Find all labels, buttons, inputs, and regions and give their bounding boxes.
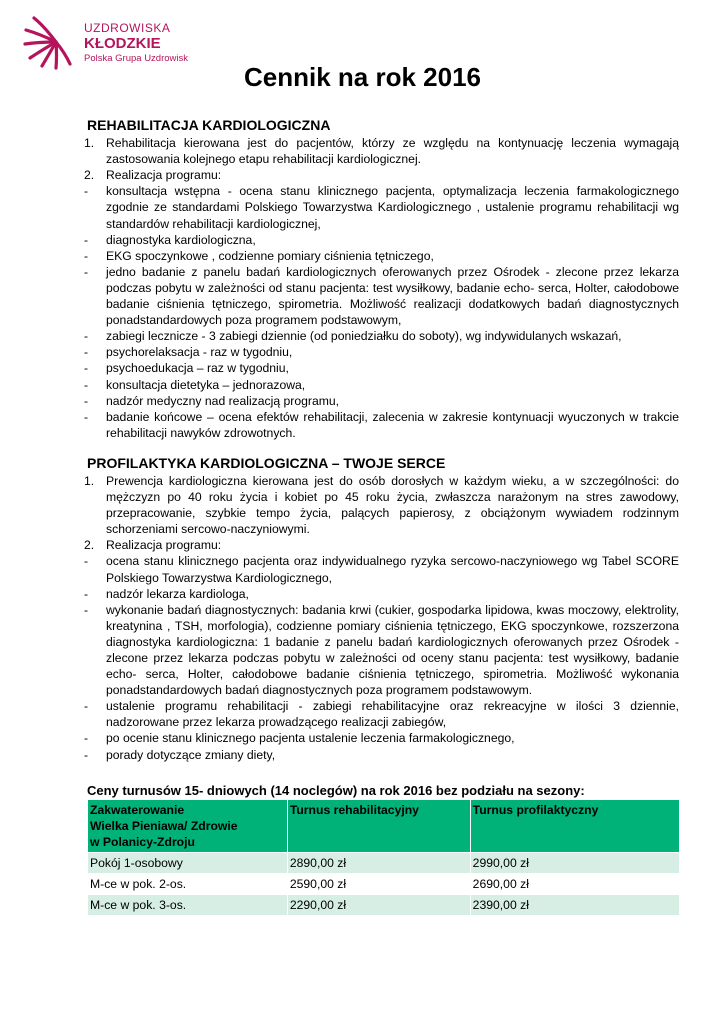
list-text: porady dotyczące zmiany diety, <box>106 747 276 762</box>
list-text: zabiegi lecznicze - 3 zabiegi dziennie (od poniedziałku do soboty), wg indywidulanych wskazań, <box>106 329 622 344</box>
list-item <box>84 167 679 183</box>
list-marker: - <box>84 554 89 569</box>
table-cell: 2690,00 zł <box>470 873 679 894</box>
list-item <box>84 344 679 360</box>
list-marker: 2. <box>84 168 95 183</box>
list-marker: - <box>84 232 89 247</box>
list-text: ocena stanu klinicznego pacjenta oraz indywidualnego ryzyka sercowo-naczyniowego wg Tabel SCORE Polskiego Towarzystwa Kardiologicznego, <box>106 554 679 585</box>
list-item <box>84 183 679 231</box>
section2-list <box>84 473 679 763</box>
table-row <box>88 894 680 915</box>
logo-line3: Polska Grupa Uzdrowisk <box>84 53 189 64</box>
logo-line1: UZDROWISKA <box>84 21 171 35</box>
list-item <box>84 360 679 376</box>
list-text: konsultacja dietetyka – jednorazowa, <box>106 377 306 392</box>
table-row <box>88 873 680 894</box>
list-text: psychoedukacja – raz w tygodniu, <box>106 361 289 376</box>
list-marker: 2. <box>84 538 95 553</box>
list-marker: - <box>84 731 89 746</box>
list-text: diagnostyka kardiologiczna, <box>106 232 256 247</box>
list-item <box>84 586 679 602</box>
list-marker: - <box>84 699 89 714</box>
table-cell: 2990,00 zł <box>470 852 679 873</box>
list-marker: 1. <box>84 473 95 488</box>
list-item <box>84 602 679 699</box>
table-cell: 2290,00 zł <box>287 894 470 915</box>
list-item <box>84 328 679 344</box>
list-item <box>84 747 679 763</box>
list-item <box>84 698 679 730</box>
section2-heading: PROFILAKTYKA KARDIOLOGICZNA – TWOJE SERCE <box>87 454 446 471</box>
list-marker: - <box>84 393 89 408</box>
section1-heading: REHABILITACJA KARDIOLOGICZNA <box>87 117 331 133</box>
list-marker: - <box>84 409 89 424</box>
list-text: Rehabilitacja kierowana jest do pacjentów, którzy ze względu na kontynuację leczenia wymagają zastosowania kolejnego etapu rehabilitacji kardiologicznej. <box>106 136 679 167</box>
list-item <box>84 730 679 746</box>
price-table <box>87 800 679 915</box>
table-cell: 2390,00 zł <box>470 894 679 915</box>
list-text: po ocenie stanu klinicznego pacjenta ustalenie leczenia farmakologicznego, <box>106 731 515 746</box>
list-item <box>84 377 679 393</box>
col-header-rehab: Turnus rehabilitacyjny <box>287 800 470 853</box>
col-header-accommodation: Zakwaterowanie Wielka Pieniawa/ Zdrowie w Polanicy-Zdroju <box>88 800 288 853</box>
table-cell: M-ce w pok. 2-os. <box>88 873 288 894</box>
list-text: nadzór lekarza kardiologa, <box>106 586 249 601</box>
price-table-header <box>88 800 680 853</box>
list-item <box>84 248 679 264</box>
list-text: psychorelaksacja - raz w tygodniu, <box>106 345 293 360</box>
list-marker: - <box>84 361 89 376</box>
table-cell: Pokój 1-osobowy <box>88 852 288 873</box>
page-title: Cennik na rok 2016 <box>244 62 481 92</box>
document-body <box>84 117 679 915</box>
list-marker: - <box>84 248 89 263</box>
table-row <box>88 852 680 873</box>
list-marker: - <box>84 345 89 360</box>
prices-heading: Ceny turnusów 15- dniowych (14 noclegów) na rok 2016 bez podziału na sezony: <box>87 782 585 798</box>
list-text: konsultacja wstępna - ocena stanu klinicznego pacjenta, optymalizacja leczenia farmakologicznego zgodnie ze standardami Polskiego Towarzystwa Kardiologicznego , ustalenie programu rehabilitacji wg standardów rehabilitacji kardiologicznej, <box>106 184 679 231</box>
list-text: wykonanie badań diagnostycznych: badania krwi (cukier, gospodarka lipidowa, kwas moczowy, elektrolity, kreatynina , TSH, morfologia), codzienne pomiary ciśnienia tętniczego, EKG spoczynkowe, rozszerzona diagnostyka kardiologiczna: 1 badanie z panelu badań kardiologicznych oferowanych przez Ośrodek - zlecone przez lekarza podczas pobytu w zależności od oceny stanu pacjenta: test wysiłkowy, badanie echo- serca, Holter, całodobowe badanie ciśnienia tętniczego, spirometria. Możliwość wykonania ponadstandardowych badań diagnostycznych poza programem podstawowym. <box>106 602 679 698</box>
list-text: Realizacja programu: <box>106 538 222 553</box>
list-text: jedno badanie z panelu badań kardiologicznych oferowanych przez Ośrodek - zlecone przez lekarza podczas pobytu w zależności od stanu pacjenta: test wysiłkowy, badanie echo- serca, Holter, całodobowe badanie ciśnienia tętniczego, spirometria. Możliwość realizacji dodatkowych badań diagnostycznych ponadstandardowych poza programem podstawowym, <box>106 264 679 328</box>
list-item <box>84 232 679 248</box>
list-marker: - <box>84 377 89 392</box>
table-cell: M-ce w pok. 3-os. <box>88 894 288 915</box>
list-marker: - <box>84 264 89 279</box>
logo-text <box>84 22 188 64</box>
list-item <box>84 553 679 585</box>
list-item <box>84 473 679 537</box>
list-text: ustalenie programu rehabilitacji - zabiegi rehabilitacyjne oraz rekreacyjne w ilości 3 dziennie, nadzorowane przez lekarza prowadzącego realizacji zabiegów, <box>106 699 679 730</box>
list-item <box>84 393 679 409</box>
list-text: Prewencja kardiologiczna kierowana jest do osób dorosłych w każdym wieku, a w szczególności: do mężczyzn po 40 roku życia i kobiet po 45 roku życia, zwłaszcza narażonym na stres zawodowy, przepracowanie, szybkie tempo życia, palących papierosy, z obciążonym wywiadem rodzinnym schorzeniami sercowo-naczyniowymi. <box>106 473 679 537</box>
list-text: Realizacja programu: <box>106 168 222 183</box>
list-marker: - <box>84 184 89 199</box>
list-marker: 1. <box>84 136 95 151</box>
list-item <box>84 409 679 441</box>
list-marker: - <box>84 586 89 601</box>
list-text: nadzór medyczny nad realizacją programu, <box>106 393 340 408</box>
list-marker: - <box>84 329 89 344</box>
list-marker: - <box>84 602 89 617</box>
table-cell: 2590,00 zł <box>287 873 470 894</box>
list-item <box>84 537 679 553</box>
list-item <box>84 264 679 328</box>
section1-list <box>84 135 679 441</box>
list-item <box>84 135 679 167</box>
logo-line2: KŁODZKIE <box>84 35 161 52</box>
list-text: badanie końcowe – ocena efektów rehabilitacji, zalecenia w zakresie kontynuacji wyuczonych w trakcie rehabilitacji nawyków zdrowotnych. <box>106 409 679 440</box>
list-text: EKG spoczynkowe , codzienne pomiary ciśnienia tętniczego, <box>106 248 434 263</box>
table-cell: 2890,00 zł <box>287 852 470 873</box>
col-header-prevention: Turnus profilaktyczny <box>470 800 679 853</box>
list-marker: - <box>84 747 89 762</box>
